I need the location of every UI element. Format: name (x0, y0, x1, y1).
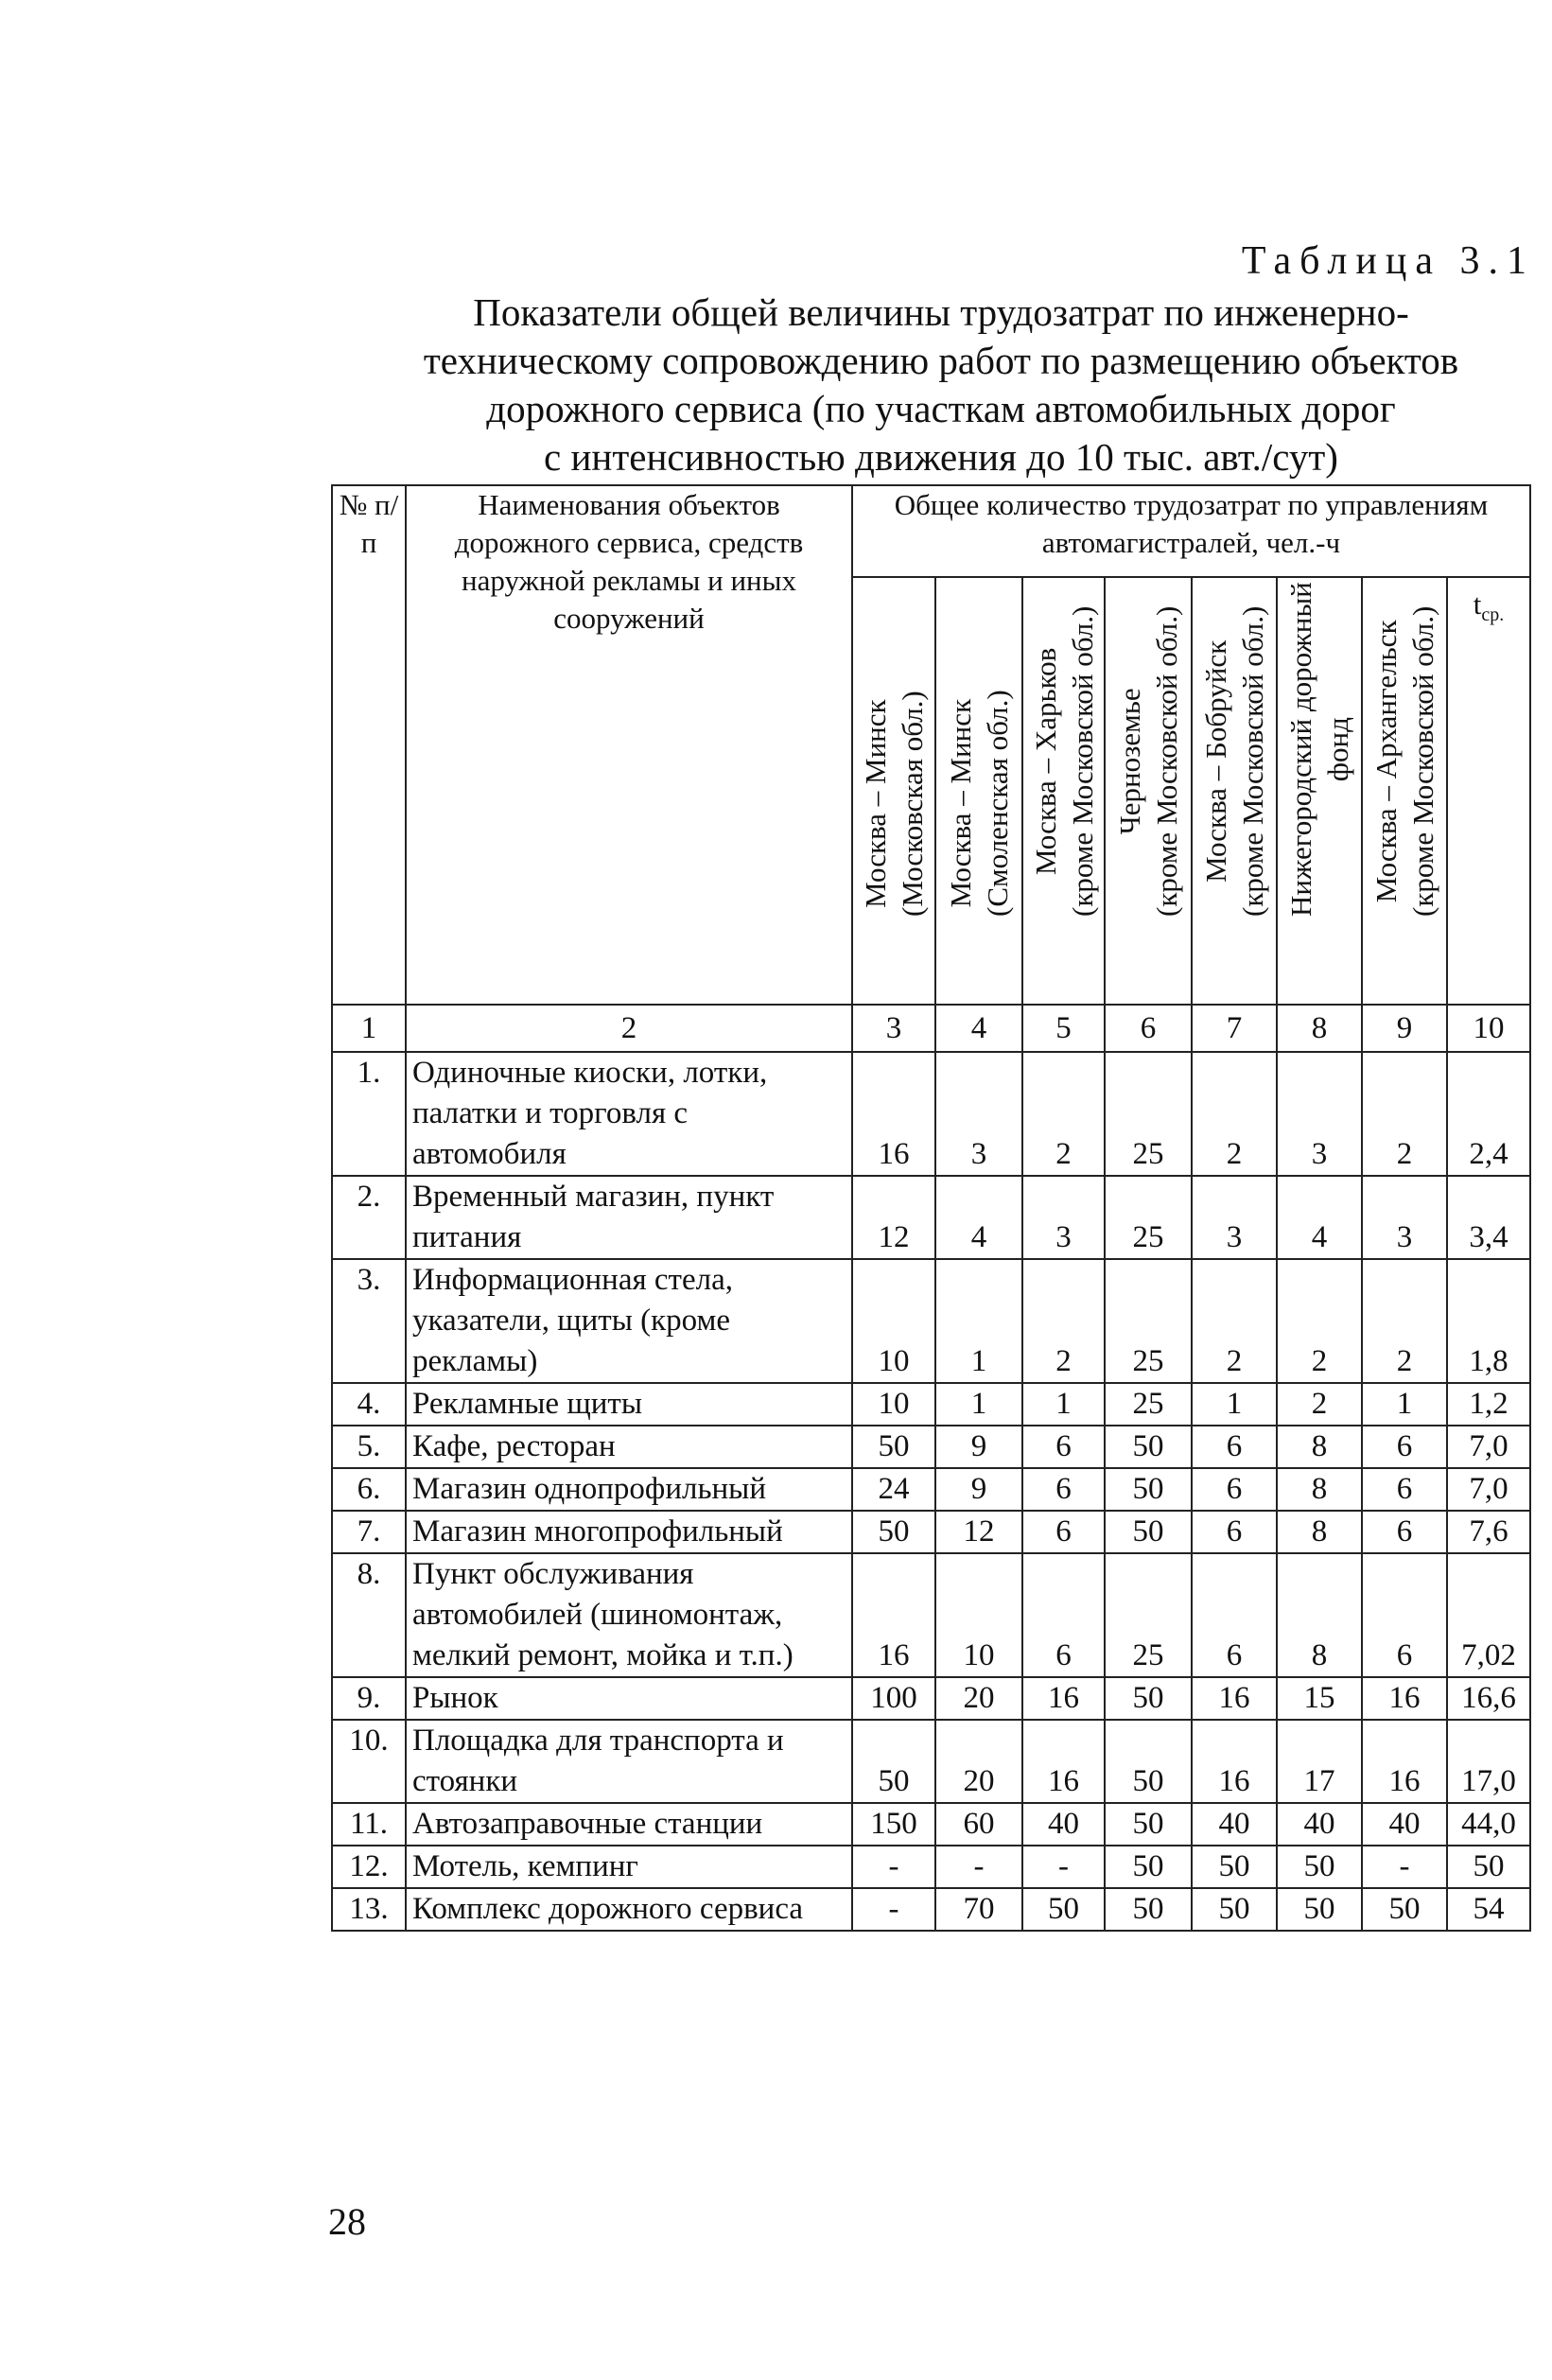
labor-value: 2 (1022, 1052, 1105, 1176)
labor-value: 1 (1022, 1383, 1105, 1426)
labor-value: 8 (1277, 1468, 1362, 1511)
title-line: техническому сопровождению работ по размещению объектов (423, 339, 1459, 382)
route-line: (Московская обл.) (896, 691, 929, 917)
labor-value: 15 (1277, 1677, 1362, 1720)
labor-value: 8 (1277, 1553, 1362, 1677)
route-line: Москва – Минск (859, 699, 892, 908)
column-index: 2 (406, 1005, 852, 1052)
labor-value: 60 (935, 1803, 1022, 1846)
average-value: 17,0 (1447, 1720, 1530, 1803)
labor-value: - (852, 1846, 935, 1888)
row-number: 13. (332, 1888, 406, 1931)
route-line: (Смоленская обл.) (981, 690, 1014, 917)
labor-value: - (1362, 1846, 1447, 1888)
labor-value: 25 (1105, 1553, 1192, 1677)
route-header-text (1282, 582, 1356, 917)
column-index: 3 (852, 1005, 935, 1052)
row-number: 11. (332, 1803, 406, 1846)
labor-value: 6 (1192, 1511, 1277, 1553)
labor-value: 10 (852, 1259, 935, 1383)
column-index: 7 (1192, 1005, 1277, 1052)
labor-value: 50 (1105, 1888, 1192, 1931)
labor-value: 17 (1277, 1720, 1362, 1803)
labor-value: 24 (852, 1468, 935, 1511)
average-value: 7,0 (1447, 1468, 1530, 1511)
labor-value: 4 (935, 1176, 1022, 1259)
labor-value: 4 (1277, 1176, 1362, 1259)
labor-value: 70 (935, 1888, 1022, 1931)
labor-value: 2 (1277, 1259, 1362, 1383)
labor-value: 16 (852, 1553, 935, 1677)
labor-value: 16 (1192, 1677, 1277, 1720)
route-header (1105, 577, 1192, 1005)
column-index: 5 (1022, 1005, 1105, 1052)
labor-value: 50 (852, 1426, 935, 1468)
row-number: 1. (332, 1052, 406, 1176)
labor-value: 6 (1362, 1553, 1447, 1677)
labor-value: 6 (1362, 1511, 1447, 1553)
route-header-text (1027, 606, 1101, 917)
page-number: 28 (328, 2200, 366, 2243)
labor-value: 50 (1105, 1426, 1192, 1468)
labor-value: 50 (852, 1511, 935, 1553)
table-row (332, 1511, 1530, 1553)
title-line: с интенсивностью движения до 10 тыс. авт./сут) (544, 435, 1338, 479)
row-number: 12. (332, 1846, 406, 1888)
route-header-text (1197, 606, 1271, 917)
labor-value: 1 (935, 1383, 1022, 1426)
labor-value: 3 (1277, 1052, 1362, 1176)
row-number: 5. (332, 1426, 406, 1468)
labor-value: 12 (852, 1176, 935, 1259)
labor-value: 2 (1192, 1259, 1277, 1383)
labor-value: 1 (1362, 1383, 1447, 1426)
route-header (1192, 577, 1277, 1005)
labor-value: 50 (1192, 1846, 1277, 1888)
labor-value: 1 (935, 1259, 1022, 1383)
labor-value: 50 (1105, 1677, 1192, 1720)
average-value: 7,6 (1447, 1511, 1530, 1553)
labor-value: 50 (1105, 1720, 1192, 1803)
object-name: Магазин однопрофильный (406, 1468, 852, 1511)
column-index: 1 (332, 1005, 406, 1052)
labor-value: 50 (1105, 1468, 1192, 1511)
labor-value: - (935, 1846, 1022, 1888)
labor-value: 50 (1362, 1888, 1447, 1931)
labor-value: 40 (1277, 1803, 1362, 1846)
average-value: 50 (1447, 1846, 1530, 1888)
labor-value: 50 (1105, 1846, 1192, 1888)
route-line: (кроме Московской обл.) (1236, 605, 1269, 917)
labor-value: 20 (935, 1677, 1022, 1720)
labor-value: 3 (1362, 1176, 1447, 1259)
labor-value: 6 (1362, 1426, 1447, 1468)
table-row (332, 1468, 1530, 1511)
route-header (1277, 577, 1362, 1005)
table-row (332, 1888, 1530, 1931)
route-header (1362, 577, 1447, 1005)
table-row (332, 1052, 1530, 1176)
table-row (332, 1259, 1530, 1383)
labor-value: 16 (1362, 1677, 1447, 1720)
labor-value: 2 (1362, 1052, 1447, 1176)
column-index: 4 (935, 1005, 1022, 1052)
labor-value: 100 (852, 1677, 935, 1720)
object-name: Пункт обслуживания автомобилей (шиномонтаж, мелкий ремонт, мойка и т.п.) (406, 1553, 852, 1677)
labor-value: 10 (852, 1383, 935, 1426)
labor-value: 12 (935, 1511, 1022, 1553)
labor-value: 8 (1277, 1511, 1362, 1553)
column-index: 8 (1277, 1005, 1362, 1052)
labor-value: 6 (1022, 1553, 1105, 1677)
table-row (332, 1383, 1530, 1426)
labor-value: - (852, 1888, 935, 1931)
object-name: Рынок (406, 1677, 852, 1720)
route-header (935, 577, 1022, 1005)
average-value: 54 (1447, 1888, 1530, 1931)
labor-value: 16 (1362, 1720, 1447, 1803)
object-name: Мотель, кемпинг (406, 1846, 852, 1888)
labor-value: 2 (1362, 1259, 1447, 1383)
route-line: фонд (1321, 717, 1354, 782)
labor-value: 6 (1192, 1468, 1277, 1511)
table-title (326, 289, 1552, 481)
labor-value: 40 (1192, 1803, 1277, 1846)
table-row (332, 1720, 1530, 1803)
route-line: (кроме Московской обл.) (1150, 605, 1183, 917)
labor-value: 16 (1022, 1677, 1105, 1720)
column-index: 9 (1362, 1005, 1447, 1052)
labor-value: 25 (1105, 1259, 1192, 1383)
labor-value: 9 (935, 1468, 1022, 1511)
labor-value: 10 (935, 1553, 1022, 1677)
row-number: 8. (332, 1553, 406, 1677)
average-value: 1,2 (1447, 1383, 1530, 1426)
route-line: Москва – Бобруйск (1199, 639, 1232, 883)
labor-value: 20 (935, 1720, 1022, 1803)
route-line: Нижегородский дорожный (1284, 582, 1317, 917)
object-name: Площадка для транспорта и стоянки (406, 1720, 852, 1803)
labor-value: 9 (935, 1426, 1022, 1468)
col-group-header: Общее количество трудозатрат по управлениям автомагистралей, чел.-ч (852, 485, 1530, 577)
object-name: Комплекс дорожного сервиса (406, 1888, 852, 1931)
labor-value: 50 (1105, 1511, 1192, 1553)
labor-value: 6 (1362, 1468, 1447, 1511)
object-name: Временный магазин, пункт питания (406, 1176, 852, 1259)
average-value: 3,4 (1447, 1176, 1530, 1259)
labor-value: 3 (1192, 1176, 1277, 1259)
route-header (852, 577, 935, 1005)
route-header-text (1111, 606, 1185, 917)
labor-cost-table (331, 484, 1531, 1932)
labor-value: 2 (1022, 1259, 1105, 1383)
row-number: 7. (332, 1511, 406, 1553)
object-name: Одиночные киоски, лотки, палатки и торговля с автомобиля (406, 1052, 852, 1176)
row-number: 6. (332, 1468, 406, 1511)
route-line: Москва – Минск (944, 698, 977, 908)
average-value: 44,0 (1447, 1803, 1530, 1846)
object-name: Кафе, ресторан (406, 1426, 852, 1468)
route-line: Москва – Харьков (1028, 647, 1062, 875)
table-row (332, 1803, 1530, 1846)
row-number: 3. (332, 1259, 406, 1383)
labor-value: 3 (935, 1052, 1022, 1176)
labor-value: 50 (1022, 1888, 1105, 1931)
labor-value: 150 (852, 1803, 935, 1846)
labor-value: 50 (1105, 1803, 1192, 1846)
route-header (1022, 577, 1105, 1005)
labor-value: 6 (1022, 1511, 1105, 1553)
labor-value: 50 (852, 1720, 935, 1803)
labor-value: 50 (1192, 1888, 1277, 1931)
labor-value: - (1022, 1846, 1105, 1888)
title-line: Показатели общей величины трудозатрат по инженерно- (473, 290, 1409, 334)
average-value: 7,02 (1447, 1553, 1530, 1677)
row-number: 4. (332, 1383, 406, 1426)
avg-header: $t_{ср.}$ (1447, 577, 1530, 1005)
labor-value: 2 (1277, 1383, 1362, 1426)
object-name: Автозаправочные станции (406, 1803, 852, 1846)
col-name-header: Наименования объектов дорожного сервиса, средств наружной рекламы и иных сооружений (406, 485, 852, 1005)
row-number: 2. (332, 1176, 406, 1259)
labor-value: 25 (1105, 1383, 1192, 1426)
table-label: Таблица 3.1 (1241, 239, 1535, 283)
column-index: 6 (1105, 1005, 1192, 1052)
labor-value: 1 (1192, 1383, 1277, 1426)
average-value: 2,4 (1447, 1052, 1530, 1176)
labor-value: 40 (1362, 1803, 1447, 1846)
labor-value: 8 (1277, 1426, 1362, 1468)
labor-value: 3 (1022, 1176, 1105, 1259)
row-number: 9. (332, 1677, 406, 1720)
table-row (332, 1553, 1530, 1677)
table-row (332, 1426, 1530, 1468)
object-name: Информационная стела, указатели, щиты (кроме рекламы) (406, 1259, 852, 1383)
labor-value: 16 (852, 1052, 935, 1176)
row-number: 10. (332, 1720, 406, 1803)
route-line: Москва – Архангельск (1369, 620, 1403, 903)
route-line: Черноземье (1113, 688, 1146, 835)
labor-value: 6 (1192, 1426, 1277, 1468)
average-value: 1,8 (1447, 1259, 1530, 1383)
labor-value: 2 (1192, 1052, 1277, 1176)
route-header-text (857, 691, 931, 917)
labor-value: 40 (1022, 1803, 1105, 1846)
labor-value: 25 (1105, 1052, 1192, 1176)
col-no-header: № п/п (332, 485, 406, 1005)
object-name: Магазин многопрофильный (406, 1511, 852, 1553)
title-line: дорожного сервиса (по участкам автомобильных дорог (486, 387, 1396, 430)
labor-value: 6 (1022, 1426, 1105, 1468)
labor-value: 6 (1022, 1468, 1105, 1511)
column-index: 10 (1447, 1005, 1530, 1052)
labor-value: 50 (1277, 1888, 1362, 1931)
route-line: (кроме Московской обл.) (1406, 605, 1439, 917)
labor-value: 16 (1022, 1720, 1105, 1803)
labor-value: 16 (1192, 1720, 1277, 1803)
average-value: 7,0 (1447, 1426, 1530, 1468)
route-header-text (1368, 606, 1441, 917)
labor-value: 50 (1277, 1846, 1362, 1888)
table-row (332, 1846, 1530, 1888)
average-value: 16,6 (1447, 1677, 1530, 1720)
route-header-text (942, 690, 1016, 917)
object-name: Рекламные щиты (406, 1383, 852, 1426)
route-line: (кроме Московской обл.) (1065, 605, 1099, 917)
labor-value: 6 (1192, 1553, 1277, 1677)
table-row (332, 1677, 1530, 1720)
labor-value: 25 (1105, 1176, 1192, 1259)
table-row (332, 1176, 1530, 1259)
